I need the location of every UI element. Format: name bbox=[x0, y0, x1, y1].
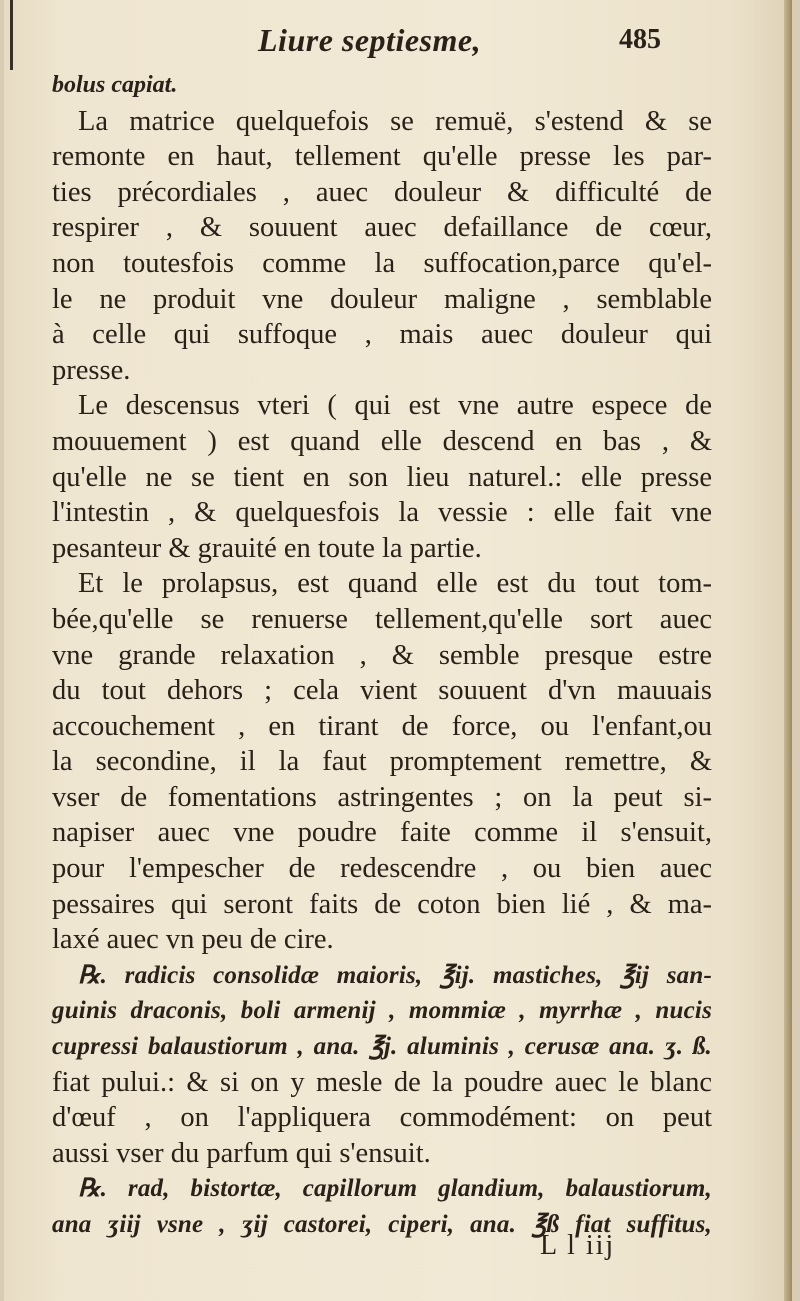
text-line: fiat pului.: & si on y mesle de la poudre auec le blanc bbox=[52, 1066, 712, 1098]
text-line: accouchement , en tirant de force, ou l'enfant,ou bbox=[52, 710, 712, 742]
text-line: d'œuf , on l'appliquera commodément: on peut bbox=[52, 1102, 712, 1134]
recipe-line: guinis draconis, boli armenij , mommiæ , myrrhæ , nucis bbox=[52, 997, 712, 1025]
body-text bbox=[52, 68, 712, 1243]
text-line: mouuement ) est quand elle descend en bas , & bbox=[52, 425, 712, 457]
text-line: à celle qui suffoque , mais auec douleur qui bbox=[52, 319, 712, 351]
running-header bbox=[4, 22, 792, 66]
text-line: la secondine, il la faut promptement remettre, & bbox=[52, 746, 712, 778]
signature-mark: L l iij bbox=[540, 1230, 616, 1261]
text-line: qu'elle ne se tient en son lieu naturel.: elle presse bbox=[52, 461, 712, 493]
recipe-line: ana ʒiij vsne , ʒij castorei, ciperi, ana. ℥ß fiat suffitus, bbox=[52, 1211, 712, 1238]
text-line: vser de fomentations astringentes ; on la peut si- bbox=[52, 781, 712, 813]
text-line: bée,qu'elle se renuerse tellement,qu'elle sort auec bbox=[52, 603, 712, 635]
text-line: du tout dehors ; cela vient souuent d'vn mauuais bbox=[52, 675, 712, 707]
text-line: laxé auec vn peu de cire. bbox=[52, 924, 334, 956]
text-line: presse. bbox=[52, 354, 131, 386]
page-edge bbox=[784, 0, 792, 1301]
text-line: aussi vser du parfum qui s'ensuit. bbox=[52, 1137, 431, 1169]
text-line: vne grande relaxation , & semble presque estre bbox=[52, 639, 712, 671]
recipe-line: ℞. rad, bistortæ, capillorum glandium, balaustiorum, bbox=[78, 1175, 712, 1203]
text-line: respirer , & souuent auec defaillance de cœur, bbox=[52, 212, 712, 244]
text-line: pesanteur & grauité en toute la partie. bbox=[52, 532, 482, 564]
recipe-line: ℞. radicis consolidæ maioris, ℥ij. mastiches, ℥ij san- bbox=[78, 961, 712, 989]
text-line: napiser auec vne poudre faite comme il s'ensuit, bbox=[52, 817, 712, 849]
text-line: l'intestin , & quelquesfois la vessie : elle fait vne bbox=[52, 497, 712, 529]
text-line: pessaires qui seront faits de coton bien lié , & ma- bbox=[52, 888, 712, 920]
recipe-line: cupressi balaustiorum , ana. ℥j. aluminis , cerusæ ana. ʒ. ß. bbox=[52, 1033, 712, 1061]
text-line: ties précordiales , auec douleur & difficulté de bbox=[52, 176, 712, 208]
text-line: remonte en haut, tellement qu'elle presse les par- bbox=[52, 141, 712, 173]
text-line: Et le prolapsus, est quand elle est du tout tom- bbox=[78, 568, 712, 600]
text-line: pour l'empescher de redescendre , ou bien auec bbox=[52, 853, 712, 885]
text-line: La matrice quelquefois se remuë, s'estend & se bbox=[78, 105, 712, 137]
text-line: bolus capiat. bbox=[52, 72, 178, 98]
book-page bbox=[4, 0, 792, 1301]
page-number: 485 bbox=[619, 24, 661, 55]
text-line: non toutesfois comme la suffocation,parce qu'el- bbox=[52, 247, 712, 279]
running-title: Liure septiesme, bbox=[258, 22, 482, 58]
text-line: Le descensus vteri ( qui est vne autre espece de bbox=[78, 390, 712, 422]
text-line: le ne produit vne douleur maligne , semblable bbox=[52, 283, 712, 315]
